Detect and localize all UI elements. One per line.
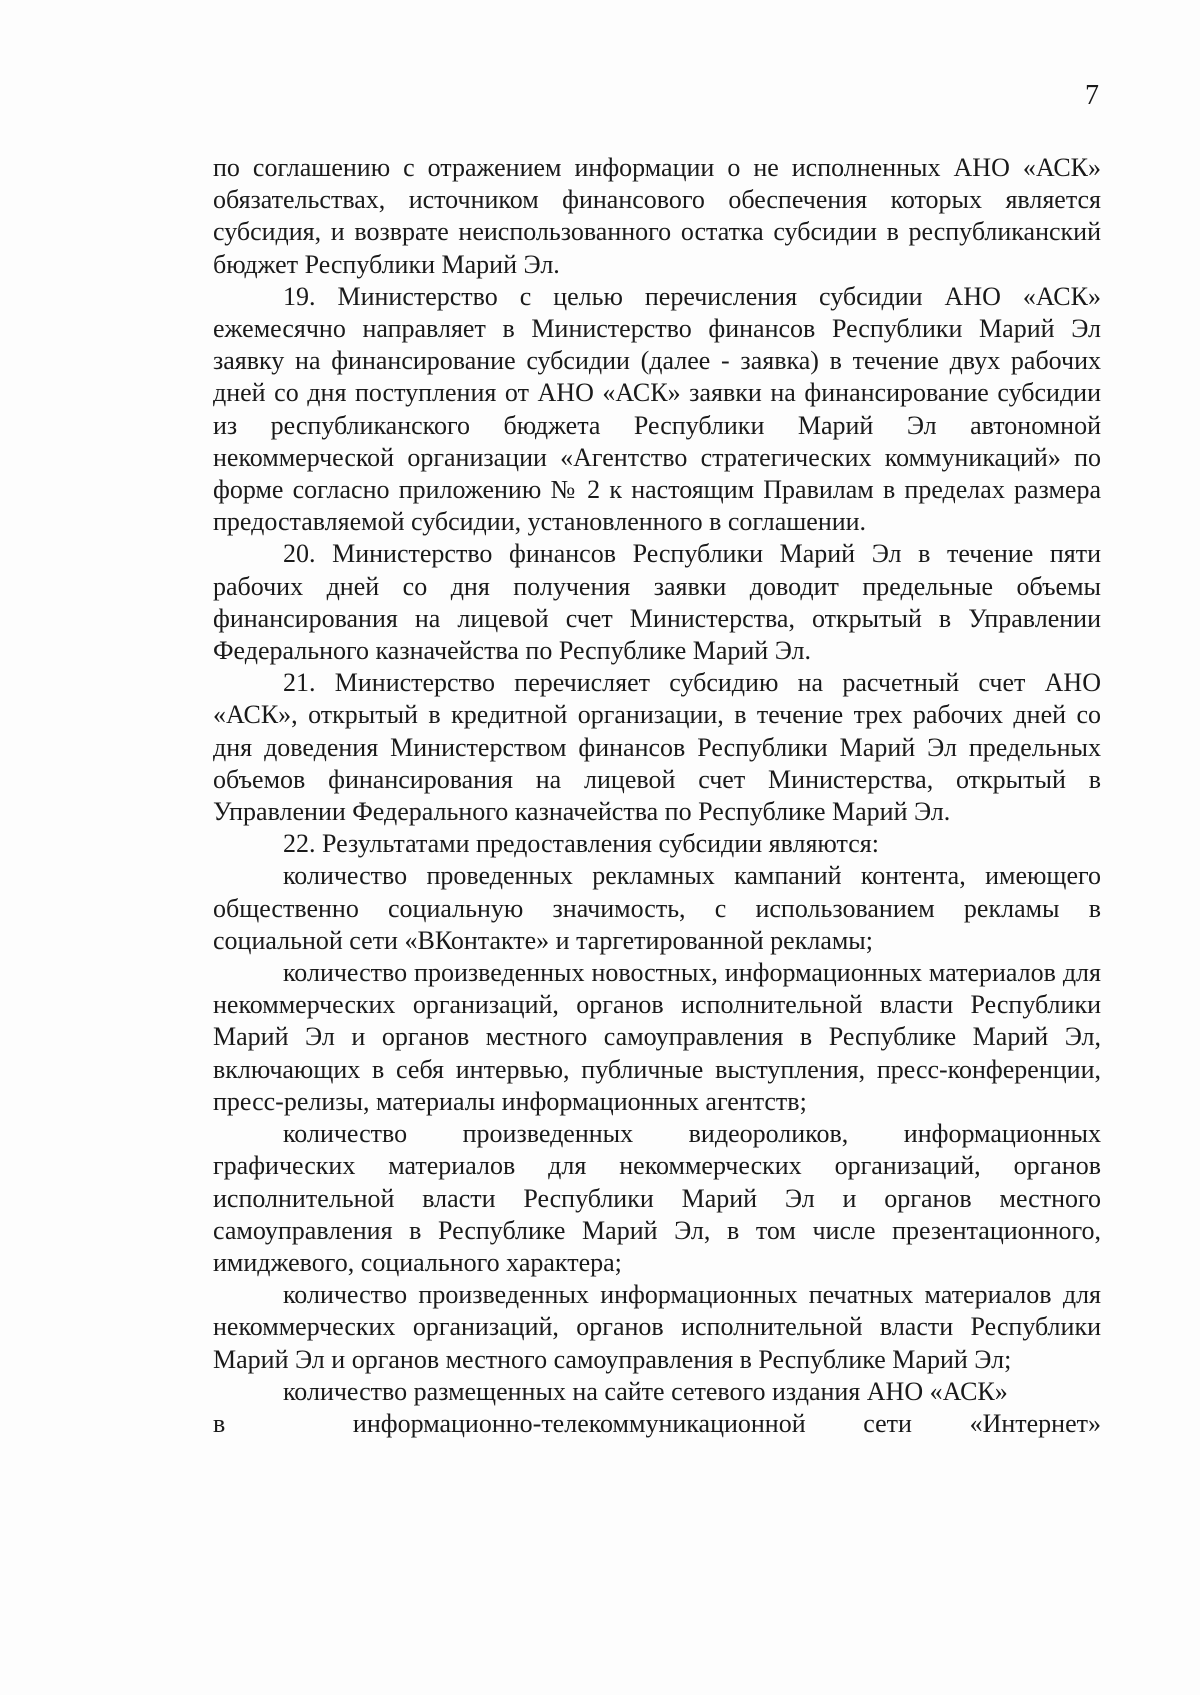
word: «Интернет» [969,1408,1101,1438]
word: сети [863,1408,912,1438]
paragraph-21: 21. Министерство перечисляет субсидию на расчетный счет АНО «АСК», открытый в кредитной организации, в течение трех рабочих дней со дня доведения Министерством финансов Республики Марий Эл предельных объемов финансирования на лицевой счет Министерства, открытый в Управлении Федерального казначейства по Республике Марий Эл. [213,668,1101,827]
result-item-site-publications: количество размещенных на сайте сетевого издания АНО «АСК» [283,1376,1008,1406]
paragraph-19: 19. Министерство с целью перечисления субсидии АНО «АСК» ежемесячно направляет в Министерство финансов Республики Марий Эл заявку на финансирование субсидии (далее - заявка) в течение двух рабочих дней со дня поступления от АНО «АСК» заявки на финансирование субсидии из республиканского бюджета Республики Марий Эл автономной некоммерческой организации «Агентство стратегических коммуникаций» по форме согласно приложению № 2 к настоящим Правилам в пределах размера предоставляемой субсидии, установленного в соглашении. [213,281,1101,537]
document-body [213,152,1101,1440]
result-item-videos: количество произведенных видеороликов, информационных графических материалов для некоммерческих организаций, органов исполнительной власти Республики Марий Эл и органов местного самоуправления в Республике Марий Эл, в том числе презентационного, имиджевого, социального характера; [213,1119,1101,1277]
result-item-print-materials: количество произведенных информационных печатных материалов для некоммерческих организаций, органов исполнительной власти Республики Марий Эл и органов местного самоуправления в Республике Марий Эл; [213,1280,1101,1374]
result-item-site-publications-line-2 [213,1408,1101,1440]
paragraph-20: 20. Министерство финансов Республики Марий Эл в течение пяти рабочих дней со дня получения заявки доводит предельные объемы финансирования на лицевой счет Министерства, открытый в Управлении Федерального казначейства по Республике Марий Эл. [213,539,1101,666]
paragraph-22: 22. Результатами предоставления субсидии являются: [283,829,879,859]
paragraph-continuation: по соглашению с отражением информации о не исполненных АНО «АСК» обязательствах, источником финансового обеспечения которых является субсидия, и возврате неиспользованного остатка субсидии в республиканский бюджет Республики Марий Эл. [213,153,1101,279]
page-number: 7 [1085,80,1099,111]
result-item-news-materials: количество произведенных новостных, информационных материалов для некоммерческих организаций, органов исполнительной власти Республики Марий Эл и органов местного самоуправления в Республике Марий Эл, включающих в себя интервью, публичные выступления, пресс-конференции, пресс-релизы, материалы информационных агентств; [213,958,1101,1116]
result-item-campaigns: количество проведенных рекламных кампаний контента, имеющего общественно социальную значимость, с использованием рекламы в социальной сети «ВКонтакте» и таргетированной рекламы; [213,861,1101,955]
word: в [213,1408,226,1438]
word: информационно-телекоммуникационной [352,1408,806,1438]
